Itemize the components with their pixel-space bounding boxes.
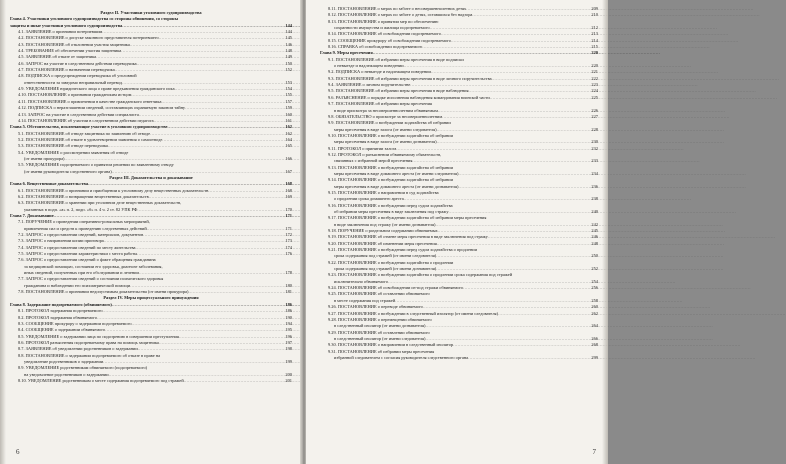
toc-entry-text: срока содержания под стражей (от имени следователя) <box>334 253 437 259</box>
toc-page-number: 213 <box>591 31 598 37</box>
toc-entry-text: привлечения сил и средств к проведению следственных действий <box>24 225 147 231</box>
toc-page-number: 256 <box>591 285 598 291</box>
toc-entry-text: 4.14. ПОСТАНОВЛЕНИЕ об участии в следственном действии педагога <box>18 117 154 123</box>
toc-entry-text: 9.11. ПРОТОКОЛ о принятии залога <box>328 145 397 151</box>
toc-entry-text: Раздел III. Доказательства и доказывание <box>109 174 193 180</box>
toc-entry-text: о продлении срока домашнего ареста <box>334 196 404 202</box>
toc-entry-text: 9.19. ПОСТАНОВЛЕНИЕ об отмене меры пресечения в виде заключения под стражу <box>328 234 488 240</box>
toc-entry-text: избранной следователем с согласия руководителя следственного органа <box>334 354 469 360</box>
toc-entry-text: в месте содержания под стражей <box>334 297 396 303</box>
toc-entry-text: ответственности за заведомо неправильный перевод <box>24 79 122 85</box>
toc-entry-continuation <box>320 355 598 361</box>
toc-page-number: 252 <box>591 266 598 272</box>
toc-leader-dots <box>458 184 590 190</box>
toc-entry-text: 4.7. ПОСТАНОВЛЕНИЕ о назначении переводчика <box>18 67 115 73</box>
toc-page-number: 152 <box>285 67 292 73</box>
toc-page-number: 165 <box>285 143 292 149</box>
toc-entry-text: 9.3. ПОСТАНОВЛЕНИЕ об избрании меры пресечения в виде личного поручительства <box>328 75 492 81</box>
toc-entry-text: 9.1. ПОСТАНОВЛЕНИЕ об избрании меры пресечения в виде подписки <box>328 56 464 62</box>
toc-entry-text: 8.9. УВЕДОМЛЕНИЕ родственникам обвиняемого (подозреваемого) <box>18 365 148 371</box>
toc-entry-text: о невыезде и надлежащем поведении <box>334 63 404 69</box>
toc-leader-dots <box>188 289 284 295</box>
toc-page-number: 154 <box>285 86 292 92</box>
toc-page-number: 240 <box>591 209 598 214</box>
toc-entry-text: 9.20. ПОСТАНОВЛЕНИЕ об изменении меры пресечения <box>328 240 437 246</box>
toc-page-number: 209 <box>591 6 598 11</box>
toc-entry-text: за медицинской помощью, состоянии его здоровья, диагнозе заболевания, <box>24 263 163 269</box>
toc-page-number: 155 <box>285 92 292 98</box>
toc-page-number: 181 <box>285 289 292 295</box>
toc-entry-text: 8.14. ПОСТАНОВЛЕНИЕ об освобождении подозреваемого <box>328 31 441 37</box>
toc-entry-text: 8.10. УВЕДОМЛЕНИЕ родственникам о месте содержания подозреваемого под стражей <box>18 377 184 383</box>
toc-entry-text: (от имени руководителя следственного органа) <box>24 168 112 174</box>
toc-entry-text: 8.12. ПОСТАНОВЛЕНИЕ о мерах по заботе о детях, оставшихся без надзора <box>328 12 473 18</box>
toc-page-number: 149 <box>285 54 292 60</box>
toc-leader-dots <box>498 311 590 317</box>
toc-page-number: 233 <box>591 158 598 164</box>
toc-entry-text: 9.15. ПОСТАНОВЛЕНИЕ о направлении в суд ходатайства <box>328 189 439 195</box>
toc-page-number: 169 <box>285 193 292 199</box>
toc-entry-text: 5.2. ПОСТАНОВЛЕНИЕ об отказе в удовлетворении заявления о самоотводе <box>18 136 163 142</box>
toc-entry-text: 8.2. ПРОТОКОЛ задержания обвиняемого <box>18 314 98 320</box>
toc-entry-text: 4.11. ПОСТАНОВЛЕНИЕ о привлечении в качестве гражданского ответчика <box>18 98 162 104</box>
table-of-contents-right <box>320 6 598 361</box>
toc-entry-text: Глава 5. Обстоятельства, исключающие участие в уголовном судопроизводстве <box>10 124 168 130</box>
toc-page-number: 250 <box>591 253 598 259</box>
toc-page-number: 197 <box>285 339 292 345</box>
toc-page-number: 168 <box>285 181 292 187</box>
toc-leader-dots <box>468 355 590 361</box>
toc-entry-text: 9.6. РАЗЪЯСНЕНИЕ о порядке исполнения наблюдения командования воинской части <box>328 94 490 100</box>
table-of-contents-left <box>10 10 292 384</box>
toc-entry-text: 9.16. ПОСТАНОВЛЕНИЕ о возбуждении перед судом ходатайства <box>328 202 453 208</box>
toc-entry-text: 9.2. ПОДПИСКА о невыезде и надлежащем поведении <box>328 69 431 75</box>
toc-page-number: 268 <box>591 342 598 348</box>
page-edge-shadow <box>0 0 6 464</box>
toc-entry-text: 4.13. ЗАПРОС на участие в следственном действии специалиста <box>18 111 139 117</box>
toc-page-number: 260 <box>591 304 598 310</box>
toc-page-number: 199 <box>285 358 292 364</box>
toc-page-number: 190 <box>285 314 292 320</box>
toc-entry-text: 4.10. ПОСТАНОВЛЕНИЕ о признании гражданским истцом <box>18 92 132 98</box>
toc-page-number: 159 <box>285 105 292 111</box>
toc-page-number: 196 <box>285 333 292 339</box>
toc-page-number: 146 <box>285 41 292 47</box>
toc-entry-text: 9.26. ПОСТАНОВЛЕНИЕ о переводе обвиняемого <box>328 304 423 310</box>
toc-entry-text: 6.1. ПОСТАНОВЛЕНИЕ о признании и приобщении к уголовному делу вещественных доказательств <box>18 187 209 193</box>
toc-entry-text: 4.5. ЗАЯВЛЕНИЕ об отказе от защитника <box>18 54 97 60</box>
toc-page-number: 232 <box>591 145 598 151</box>
toc-entry-text: 5.3. ПОСТАНОВЛЕНИЕ об отводе переводчика <box>18 143 108 149</box>
toc-entry-text: 7.7. ЗАПРОС о предоставлении сведений о состоянии психического здоровья <box>18 276 164 282</box>
toc-page-number: 195 <box>285 327 292 333</box>
toc-page-number: 153 <box>285 79 292 85</box>
toc-page-number: 258 <box>591 297 598 303</box>
toc-page-number: 173 <box>285 238 292 244</box>
toc-page-number: 172 <box>285 232 292 238</box>
toc-page-number: 234 <box>591 170 598 176</box>
toc-page-number: 168 <box>285 187 292 193</box>
toc-entry-text: 8.6. ПРОТОКОЛ разъяснения подозреваемому права на помощь защитника <box>18 339 159 345</box>
toc-entry-text: меры пресечения в виде залога (от имени следователя) <box>334 126 437 132</box>
toc-entry-text: Раздел IV. Меры процессуального принуждения <box>103 295 199 301</box>
toc-page-number: 224 <box>591 88 598 94</box>
toc-entry-text: 5.4. УВЕДОМЛЕНИЕ о рассмотрении заявления об отводе <box>18 149 129 155</box>
toc-page-number: 198 <box>285 346 292 352</box>
toc-entry-text: 9.22. ПОСТАНОВЛЕНИЕ о возбуждении ходатайства о продлении <box>328 259 454 265</box>
toc-page-number: 161 <box>285 117 292 123</box>
page-number-left: 6 <box>16 448 20 456</box>
toc-entry-text: 9.27. ПОСТАНОВЛЕНИЕ о возбуждении в следственный изолятор (от имени следователя) <box>328 310 499 316</box>
toc-entry-text: 9.4. ЗАЯВЛЕНИЕ о личном поручительстве <box>328 82 411 88</box>
toc-entry-text: 5.1. ПОСТАНОВЛЕНИЕ об отводе защитника по заявлению об отводе <box>18 130 151 136</box>
toc-entry <box>10 378 292 384</box>
toc-page-number: 236 <box>591 183 598 189</box>
toc-entry-text: 4.6. ЗАПРОС на участие в следственном действии переводчика <box>18 60 137 66</box>
toc-page-number: 162 <box>285 130 292 136</box>
toc-entry-text: Глава 4. Участники уголовного судопроизводства со стороны обвинения, со стороны <box>10 16 179 22</box>
toc-entry-text: 8.11. ПОСТАНОВЛЕНИЕ о мерах по заботе о несовершеннолетних детях <box>328 6 467 11</box>
page-edge-shadow <box>602 0 608 464</box>
toc-entry-text: 9.30. ПОСТАНОВЛЕНИЕ о направлении в следственный изолятор <box>328 342 454 348</box>
toc-entry-text: Раздел II. Участники уголовного судопроизводства <box>100 10 202 15</box>
toc-entry-text: Глава 6. Вещественные доказательства <box>10 181 89 187</box>
toc-leader-dots <box>442 114 590 120</box>
toc-entry-text: 4.1. ЗАЯВЛЕНИЕ о признании потерпевшим <box>18 29 103 35</box>
toc-entry-text: иных сведений, полученных при его обследовании и лечении <box>24 270 139 276</box>
toc-page-number: 210 <box>591 12 598 18</box>
toc-page-number: 145 <box>285 35 292 41</box>
toc-page-number: 299 <box>591 354 598 360</box>
toc-page-number: 246 <box>591 234 598 240</box>
toc-leader-dots <box>463 285 590 291</box>
toc-entry-text: 7.1. ПОРУЧЕНИЕ о проведении оперативно-розыскных мероприятий, <box>18 219 150 225</box>
toc-page-number: 221 <box>591 69 598 75</box>
toc-entry-text: 7.6. ЗАПРОС о предоставлении сведений о факте обращения гражданина <box>18 257 156 263</box>
toc-page-number: 214 <box>591 37 598 43</box>
toc-page-number: 225 <box>591 94 598 100</box>
toc-entry-text: 4.2. ПОСТАНОВЛЕНИЕ о допуске законного представителя потерпевшего <box>18 35 159 41</box>
toc-leader-dots <box>184 378 285 384</box>
toc-page-number: 254 <box>591 278 598 284</box>
toc-entry-text: 4.9. УВЕДОМЛЕНИЕ юридического лица о праве предъявления гражданского иска <box>18 86 175 92</box>
toc-entry-text: 8.1. ПРОТОКОЛ задержания подозреваемого <box>18 308 103 314</box>
toc-entry-text: в виде присмотра за несовершеннолетним обвиняемым <box>334 107 438 113</box>
toc-entry-text: 9.13. ПОСТАНОВЛЕНИЕ о возбуждении ходатайства об избрании <box>328 164 453 170</box>
toc-page-number: 171 <box>285 225 292 231</box>
toc-page-number: 144 <box>285 29 292 35</box>
toc-page-number: 171 <box>285 213 292 218</box>
toc-page-number: 186 <box>285 301 292 307</box>
toc-entry-text: 9.5. ПОСТАНОВЛЕНИЕ об избрании меры пресечения в виде наблюдения <box>328 88 469 94</box>
toc-entry-text: меры пресечения в виде домашнего ареста (от имени следователя) <box>334 170 459 176</box>
toc-entry-text: Глава 7. Доказывание <box>10 213 54 218</box>
toc-page-number: 230 <box>591 139 598 145</box>
toc-page-number: 248 <box>591 240 598 246</box>
toc-page-number: 170 <box>285 206 292 212</box>
toc-entry-text: Глава 8. Задержание подозреваемого (обвиняемого) <box>10 301 112 307</box>
toc-entry-text: срока содержания под стражей (от имени дознавателя) <box>334 266 437 272</box>
toc-page-number: 220 <box>591 50 598 56</box>
toc-entry-text: 9.28. ПОСТАНОВЛЕНИЕ о перемещении обвиняемого <box>328 316 432 322</box>
toc-page-number: 164 <box>285 136 292 142</box>
toc-entry-text: 9.31. ПОСТАНОВЛЕНИЕ об избрании меры пресечения <box>328 348 435 354</box>
toc-entry-text: 9.9. ПОСТАНОВЛЕНИЕ о возбуждении ходатайства об избрании <box>328 120 451 126</box>
toc-entry-text: 6.2. ПОСТАНОВЛЕНИЕ о возвращении вещественных доказательств <box>18 193 149 199</box>
toc-entry-text: 7.2. ЗАПРОС о предоставлении сведений, материалов, документов <box>18 232 144 238</box>
toc-page-number: 194 <box>285 320 292 326</box>
toc-entry-text: 4.4. ТРЕБОВАНИЕ об обеспечении участия защитника <box>18 48 122 54</box>
toc-leader-dots <box>115 67 285 73</box>
toc-page-number: 176 <box>285 251 292 257</box>
toc-entry-text: связанных с избранной мерой пресечения <box>334 158 413 164</box>
toc-entry-text: 8.15. СООБЩЕНИЕ прокурору об освобождении подозреваемого <box>328 37 451 43</box>
toc-page-number: 220 <box>591 63 598 69</box>
toc-page-number: 178 <box>285 270 292 276</box>
toc-entry-text: 8.5. УВЕДОМЛЕНИЕ о задержании лица по подозрению в совершении преступления <box>18 333 179 339</box>
toc-page-number: 266 <box>591 335 598 341</box>
toc-leader-dots <box>453 342 590 348</box>
page-number-right: 7 <box>592 448 596 456</box>
toc-entry-text: 4.12. ПОДПИСКА о неразглашении сведений, составляющих охраняемую законом тайну <box>18 105 186 111</box>
toc-entry-text: 5.5. УВЕДОМЛЕНИЕ подозреваемого о принятом решении по заявленному отводу <box>18 162 174 168</box>
toc-page-number: 223 <box>591 82 598 88</box>
toc-entry-text: 7.3. ЗАПРОС о направлении копии приговора <box>18 238 104 244</box>
toc-page-number: 227 <box>591 113 598 119</box>
toc-leader-dots <box>436 253 590 259</box>
toc-page-number: 148 <box>285 48 292 54</box>
toc-page-number: 200 <box>285 371 292 377</box>
toc-page-number: 245 <box>591 228 598 234</box>
toc-entry-text: 7.8. ПОСТАНОВЛЕНИЕ о признании недопустимым доказательства (от имени прокурора) <box>18 289 189 295</box>
left-page <box>0 0 302 464</box>
toc-leader-dots <box>490 95 591 101</box>
toc-page-number: 228 <box>591 126 598 132</box>
toc-page-number: 186 <box>285 308 292 314</box>
toc-leader-dots <box>458 171 590 177</box>
toc-entry-text: 7.4. ЗАПРОС о предоставлении сведений по месту жительства <box>18 244 136 250</box>
toc-entry-text: защиты и иные участники уголовного судопроизводства <box>10 22 123 28</box>
toc-entry-text: уведомление родственников о задержании <box>24 358 104 364</box>
toc-leader-dots <box>108 143 285 149</box>
toc-page-number: 150 <box>285 60 292 66</box>
toc-page-number: 238 <box>591 196 598 202</box>
toc-entry-text: указанных в подп. «а» п. 2, подп. «б» п. 4 ч. 2 ст. 82 УПК РФ <box>24 206 138 212</box>
toc-leader-dots <box>437 127 591 133</box>
toc-entry-text: об избрании меры пресечения в виде заключения под стражу <box>334 209 449 214</box>
toc-entry-text: 8.13. ПОСТАНОВЛЕНИЕ о принятии мер по обеспечению <box>328 18 439 24</box>
toc-entry-text: в следственный изолятор (от имени дознавателя) <box>334 323 426 329</box>
toc-leader-dots <box>472 12 590 18</box>
toc-page-number: 144 <box>285 22 292 28</box>
toc-entry-text: 8.8. ПОСТАНОВЛЕНИЕ о задержании подозреваемого об отказе в праве на <box>18 352 161 358</box>
toc-page-number: 166 <box>285 155 292 161</box>
toc-entry-text: 9.17. ПОСТАНОВЛЕНИЕ о возбуждении ходатайства об избрании меры пресечения <box>328 215 487 221</box>
toc-entry-text: 9.18. ПОРУЧЕНИЕ о раздельном содержании обвиняемых <box>328 228 438 234</box>
toc-entry-text: гражданина и наблюдении его психиатрической помощи <box>24 282 131 288</box>
toc-entry-text: 9.21. ПОСТАНОВЛЕНИЕ о возбуждении перед судом ходатайства о продлении <box>328 247 477 253</box>
toc-entry-text: 7.5. ЗАПРОС о предоставлении характеристики с места работы <box>18 251 138 257</box>
toc-entry-text: сохранности имущества и жилища подозреваемого <box>334 25 430 31</box>
toc-entry-text: 9.25. ПОСТАНОВЛЕНИЕ об оставлении обвиняемого <box>328 291 430 297</box>
toc-page-number: 160 <box>285 111 292 117</box>
toc-entry-text: 9.23. ПОСТАНОВЛЕНИЕ о возбуждении ходатайства о продлении срока содержания под стражей <box>328 272 513 278</box>
toc-leader-dots <box>426 323 591 329</box>
toc-page-number: 174 <box>285 244 292 250</box>
toc-entry-text: в следственный изолятор (от имени следователя) <box>334 335 426 341</box>
toc-entry-text: в виде заключения под стражу (от имени дознавателя) <box>334 221 436 227</box>
toc-page-number: 215 <box>591 44 598 50</box>
toc-entry-text: меры пресечения в виде залога (от имени дознавателя) <box>334 139 437 145</box>
toc-entry-text: 8.7. ЗАЯВЛЕНИЕ об уведомлении родственников о задержании <box>18 346 138 352</box>
toc-entry-text: 8.16. СПРАВКА об освобождении подозреваемого <box>328 44 423 50</box>
toc-entry-text: Глава 9. Меры пресечения <box>320 50 373 56</box>
toc-entry-text: меры пресечения в виде домашнего ареста (от имени дознавателя) <box>334 183 459 189</box>
toc-page-number: 264 <box>591 323 598 329</box>
toc-entry-text: 9.7. ПОСТАНОВЛЕНИЕ об избрании меры пресечения <box>328 101 432 107</box>
toc-page-number: 212 <box>591 25 598 31</box>
toc-entry-text: 4.8. ПОДПИСКА о предупреждении переводчика об уголовной <box>18 73 137 79</box>
toc-entry-text: 9.29. ПОСТАНОВЛЕНИЕ об оставлении обвиняемого <box>328 329 430 335</box>
toc-entry-text: 6.3. ПОСТАНОВЛЕНИЕ о хранении при уголовном деле вещественных доказательств, <box>18 200 182 206</box>
right-page <box>306 0 608 464</box>
toc-page-number: 242 <box>591 221 598 227</box>
toc-entry-text: 9.24. ПОСТАНОВЛЕНИЕ об освобождении из-под стражи обвиняемого <box>328 285 464 291</box>
toc-page-number: 167 <box>285 168 292 174</box>
toc-entry-text: 9.10. ПОСТАНОВЛЕНИЕ о возбуждении ходатайства об избрании <box>328 132 453 138</box>
toc-page-number: 157 <box>285 98 292 104</box>
toc-page-number: 180 <box>285 282 292 288</box>
toc-entry-text: 9.8. ОБЯЗАТЕЛЬСТВО о присмотре за несовершеннолетним <box>328 113 443 119</box>
toc-leader-dots <box>137 251 284 257</box>
toc-page-number: 226 <box>591 107 598 113</box>
toc-entry-text: 9.14. ПОСТАНОВЛЕНИЕ о возбуждении ходатайства об избрании <box>328 177 453 183</box>
toc-page-number: 201 <box>285 377 292 383</box>
toc-entry-text: 8.3. СООБЩЕНИЕ прокурору о задержании подозреваемого <box>18 320 132 326</box>
toc-entry-text: исключительно обвиняемого <box>334 278 389 284</box>
toc-entry-text: 4.3. ПОСТАНОВЛЕНИЕ об отклонении участия защитника <box>18 41 130 47</box>
toc-entry-text: на уведомление родственников о задержании <box>24 371 109 377</box>
toc-page-number: 262 <box>591 310 598 316</box>
toc-entry-text: (от имени прокурора) <box>24 155 65 161</box>
toc-page-number: 222 <box>591 75 598 81</box>
toc-page-number: 162 <box>285 124 292 130</box>
toc-entry-text: 8.4. СООБЩЕНИЕ о задержании обвиняемого <box>18 327 106 333</box>
toc-entry-text: 9.12. ПРОТОКОЛ о разъяснении обвиняемому обязательств, <box>328 151 442 157</box>
